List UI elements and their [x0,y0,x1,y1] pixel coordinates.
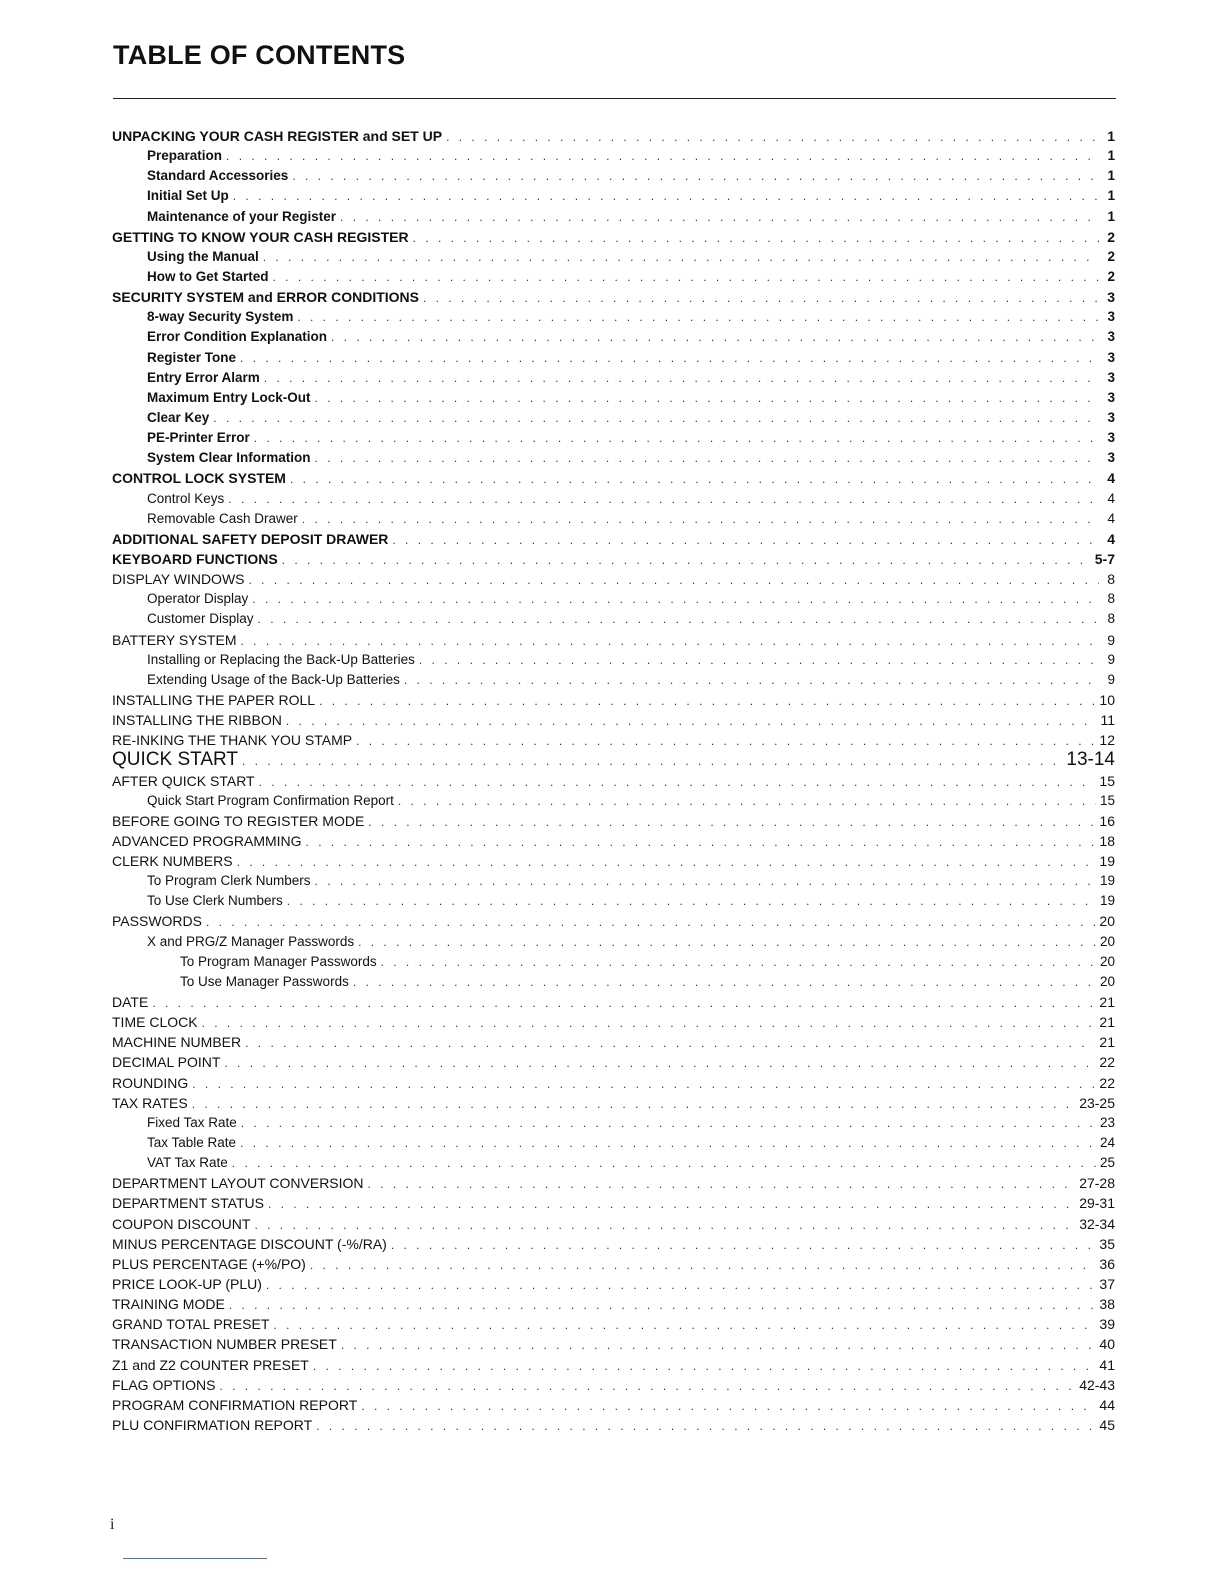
toc-entry[interactable] [112,1133,1115,1153]
toc-list [112,126,1115,1435]
toc-entry[interactable] [112,428,1115,448]
toc-entry-title: Removable Cash Drawer [147,510,298,526]
toc-entry[interactable] [112,247,1115,267]
toc-entry-page: 21 [1099,1034,1115,1051]
toc-entry-page: 8 [1107,611,1115,627]
toc-entry-title: Operator Display [147,591,249,607]
toc-entry[interactable] [112,509,1115,529]
toc-entry-page: 3 [1107,309,1115,325]
toc-dot-leader [273,1315,1095,1334]
toc-entry-page: 20 [1099,953,1115,969]
toc-entry-title: ROUNDING [112,1074,189,1091]
toc-entry[interactable] [112,569,1115,589]
toc-entry-title: TRANSACTION NUMBER PRESET [112,1336,337,1353]
toc-entry-title: PASSWORDS [112,913,202,930]
toc-entry[interactable] [112,287,1115,307]
toc-entry-title: CONTROL LOCK SYSTEM [112,470,286,487]
toc-entry[interactable] [112,348,1115,368]
toc-dot-leader [258,609,1099,629]
toc-entry-page: 3 [1107,450,1115,466]
toc-dot-leader [419,650,1099,670]
toc-entry-title: INSTALLING THE PAPER ROLL [112,691,316,708]
toc-entry-title: Installing or Replacing the Back-Up Batteries [147,651,415,667]
toc-entry[interactable] [112,771,1115,791]
toc-entry[interactable] [112,529,1115,549]
toc-entry[interactable] [112,227,1115,247]
toc-entry-page: 13-14 [1066,750,1115,771]
toc-entry[interactable] [112,1355,1115,1375]
toc-dot-leader [206,912,1095,931]
toc-entry[interactable] [112,1214,1115,1234]
toc-entry-title: Control Keys [147,490,225,506]
toc-entry-title: VAT Tax Rate [147,1155,228,1171]
toc-entry[interactable] [112,650,1115,670]
toc-entry[interactable] [112,992,1115,1012]
toc-dot-leader [341,1335,1096,1354]
toc-entry-title: DATE [112,994,149,1011]
toc-entry-title: TIME CLOCK [112,1014,198,1031]
toc-entry-title: Standard Accessories [147,168,289,184]
toc-entry-page: 4 [1107,530,1115,547]
toc-dot-leader [446,127,1099,146]
toc-entry[interactable] [112,327,1115,347]
toc-entry[interactable] [112,1254,1115,1274]
page-title: TABLE OF CONTENTS [113,40,406,70]
toc-entry-page: 2 [1107,268,1115,284]
toc-entry-page: 1 [1107,208,1115,224]
toc-entry-page: 16 [1099,812,1115,829]
toc-dot-leader [286,711,1097,730]
toc-dot-leader [353,972,1096,992]
toc-entry[interactable] [112,670,1115,690]
toc-dot-leader [310,1255,1096,1274]
toc-entry-page: 45 [1099,1417,1115,1433]
footer-divider [123,1558,267,1559]
toc-entry-title: BEFORE GOING TO REGISTER MODE [112,812,365,829]
toc-entry-title: Preparation [147,148,223,164]
toc-dot-leader [268,1194,1075,1213]
toc-entry[interactable] [112,549,1115,569]
toc-entry-page: 15 [1099,772,1115,789]
toc-dot-leader [292,166,1099,186]
toc-entry-title: FLAG OPTIONS [112,1376,216,1393]
toc-entry-title: To Program Clerk Numbers [147,873,311,889]
toc-entry-title: Tax Table Rate [147,1135,237,1151]
toc-dot-leader [287,891,1096,911]
toc-entry-title: Quick Start Program Confirmation Report [147,792,394,808]
toc-entry[interactable] [112,1334,1115,1354]
toc-entry-title: RE-INKING THE THANK YOU STAMP [112,732,353,749]
toc-dot-leader [356,731,1095,750]
toc-entry-page: 9 [1107,651,1115,667]
toc-entry-page: 5-7 [1094,550,1115,567]
toc-dot-leader [224,1053,1095,1072]
toc-entry-page: 24 [1099,1135,1115,1151]
toc-entry-title: DEPARTMENT LAYOUT CONVERSION [112,1175,364,1192]
toc-entry-title: GETTING TO KNOW YOUR CASH REGISTER [112,228,409,245]
toc-entry-title: PLU CONFIRMATION REPORT [112,1417,313,1433]
toc-entry[interactable] [112,1415,1115,1435]
toc-entry-title: To Program Manager Passwords [180,953,377,969]
toc-dot-leader [315,448,1099,468]
toc-dot-leader [232,1153,1096,1173]
toc-entry[interactable] [112,1274,1115,1294]
toc-entry-title: Fixed Tax Rate [147,1114,237,1130]
toc-entry[interactable] [112,589,1115,609]
toc-entry-title: DECIMAL POINT [112,1054,221,1071]
toc-entry-page: 4 [1107,490,1115,506]
toc-entry-page: 29-31 [1079,1195,1115,1212]
toc-entry-title: To Use Manager Passwords [180,973,349,989]
toc-entry[interactable] [112,1173,1115,1193]
toc-entry-page: 8 [1107,571,1115,588]
toc-dot-leader [228,489,1099,509]
toc-entry[interactable] [112,468,1115,488]
toc-dot-leader [368,1174,1076,1193]
toc-dot-leader [254,1215,1075,1234]
toc-entry-page: 11 [1100,712,1115,729]
toc-dot-leader [319,691,1095,710]
toc-entry-page: 35 [1099,1235,1115,1252]
toc-entry[interactable] [112,1052,1115,1072]
toc-entry-title: CLERK NUMBERS [112,853,233,870]
toc-entry-page: 21 [1099,1014,1115,1031]
toc-entry[interactable] [112,448,1115,468]
toc-entry-page: 20 [1099,913,1115,930]
toc-entry[interactable] [112,1012,1115,1032]
toc-entry-title: Error Condition Explanation [147,329,328,345]
toc-dot-leader [361,1396,1095,1415]
toc-entry[interactable] [112,1153,1115,1173]
toc-entry-page: 41 [1099,1356,1115,1373]
toc-dot-leader [213,408,1099,428]
toc-dot-leader [404,670,1099,690]
toc-entry-page: 21 [1099,994,1115,1011]
toc-entry[interactable] [112,952,1115,972]
toc-entry-page: 2 [1107,248,1115,264]
toc-entry-title: Extending Usage of the Back-Up Batteries [147,671,400,687]
toc-entry-title: COUPON DISCOUNT [112,1215,251,1232]
toc-entry-title: AFTER QUICK START [112,772,255,789]
toc-entry[interactable] [112,489,1115,509]
toc-entry-title: MINUS PERCENTAGE DISCOUNT (-%/RA) [112,1235,387,1252]
toc-entry-page: 3 [1107,289,1115,306]
toc-dot-leader [266,1275,1096,1294]
toc-entry-page: 38 [1099,1296,1115,1313]
toc-entry-title: Using the Manual [147,248,259,264]
toc-dot-leader [229,1295,1096,1314]
toc-dot-leader [192,1094,1075,1113]
toc-dot-leader [233,186,1099,206]
toc-dot-leader [242,751,1062,770]
toc-entry-title: PLUS PERCENTAGE (+%/PO) [112,1255,306,1272]
toc-dot-leader [290,469,1099,488]
toc-entry-title: DEPARTMENT STATUS [112,1195,264,1212]
toc-entry[interactable] [112,368,1115,388]
toc-entry[interactable] [112,791,1115,811]
toc-entry[interactable] [112,1113,1115,1133]
toc-entry-title: ADDITIONAL SAFETY DEPOSIT DRAWER [112,530,389,547]
toc-dot-leader [240,1133,1096,1153]
toc-entry-page: 3 [1107,349,1115,365]
toc-entry-title: ADVANCED PROGRAMMING [112,832,302,849]
toc-entry-title: QUICK START [112,750,238,771]
toc-entry-title: Register Tone [147,349,237,365]
toc-entry-title: PRICE LOOK-UP (PLU) [112,1276,262,1293]
toc-dot-leader [315,871,1096,891]
toc-entry-page: 8 [1107,591,1115,607]
toc-entry-page: 20 [1099,973,1115,989]
toc-dot-leader [240,348,1099,368]
toc-entry[interactable] [112,1032,1115,1052]
toc-entry[interactable] [112,831,1115,851]
toc-entry-page: 19 [1099,873,1115,889]
toc-dot-leader [226,146,1099,166]
toc-entry-title: KEYBOARD FUNCTIONS [112,550,278,567]
toc-entry-page: 27-28 [1079,1175,1115,1192]
toc-entry-title: SECURITY SYSTEM and ERROR CONDITIONS [112,289,419,306]
toc-entry-title: INSTALLING THE RIBBON [112,712,282,729]
toc-entry-title: MACHINE NUMBER [112,1034,242,1051]
toc-entry-title: BATTERY SYSTEM [112,631,237,648]
toc-entry-title: Entry Error Alarm [147,369,260,385]
toc-entry-page: 44 [1099,1396,1115,1413]
toc-dot-leader [297,307,1099,327]
toc-dot-leader [358,932,1096,952]
toc-entry-page: 42-43 [1079,1376,1115,1393]
toc-entry[interactable] [112,166,1115,186]
toc-dot-leader [264,368,1099,388]
toc-entry-page: 22 [1099,1054,1115,1071]
toc-dot-leader [340,207,1099,227]
toc-entry[interactable] [112,609,1115,629]
toc-entry-page: 9 [1107,671,1115,687]
toc-entry-title: Initial Set Up [147,188,229,204]
toc-dot-leader [237,852,1096,871]
toc-dot-leader [249,570,1099,589]
toc-entry[interactable] [112,932,1115,952]
toc-entry-title: DISPLAY WINDOWS [112,571,245,588]
toc-entry-page: 3 [1107,430,1115,446]
toc-entry-page: 25 [1099,1155,1115,1171]
toc-entry[interactable] [112,871,1115,891]
toc-entry[interactable] [112,267,1115,287]
toc-entry[interactable] [112,408,1115,428]
toc-dot-leader [302,509,1099,529]
toc-entry[interactable] [112,126,1115,146]
toc-entry-title: PROGRAM CONFIRMATION REPORT [112,1396,358,1413]
toc-entry[interactable] [112,811,1115,831]
toc-dot-leader [240,631,1099,650]
toc-entry-page: 19 [1099,893,1115,909]
toc-entry-title: Customer Display [147,611,254,627]
toc-dot-leader [313,1356,1096,1375]
toc-dot-leader [398,791,1096,811]
toc-dot-leader [315,388,1099,408]
toc-entry-page: 39 [1099,1316,1115,1333]
toc-entry[interactable] [112,750,1115,770]
toc-entry-title: X and PRG/Z Manager Passwords [147,933,355,949]
toc-entry-title: GRAND TOTAL PRESET [112,1316,270,1333]
toc-dot-leader [391,1235,1096,1254]
toc-entry[interactable] [112,730,1115,750]
toc-entry-page: 3 [1107,329,1115,345]
toc-entry-page: 4 [1107,510,1115,526]
toc-entry[interactable] [112,1073,1115,1093]
toc-entry[interactable] [112,1375,1115,1395]
toc-entry-page: 9 [1107,631,1115,648]
title-divider [113,98,1116,99]
toc-dot-leader [152,993,1095,1012]
toc-entry-page: 1 [1107,128,1115,144]
toc-entry-page: 19 [1099,853,1115,870]
toc-entry-page: 12 [1099,732,1115,749]
toc-entry-page: 10 [1099,691,1115,708]
toc-dot-leader [259,772,1096,791]
toc-entry[interactable] [112,146,1115,166]
toc-entry[interactable] [112,1314,1115,1334]
toc-dot-leader [273,267,1099,287]
toc-entry[interactable] [112,1093,1115,1113]
toc-dot-leader [252,589,1099,609]
toc-dot-leader [331,327,1099,347]
toc-entry-page: 3 [1107,409,1115,425]
toc-entry-title: To Use Clerk Numbers [147,893,283,909]
toc-entry-page: 15 [1099,792,1115,808]
toc-entry-title: TRAINING MODE [112,1296,225,1313]
toc-entry-title: Clear Key [147,409,210,425]
page-number: i [110,1516,115,1533]
toc-entry-page: 1 [1107,148,1115,164]
toc-entry-page: 36 [1099,1255,1115,1272]
toc-entry[interactable] [112,630,1115,650]
toc-dot-leader [219,1376,1075,1395]
toc-dot-leader [241,1113,1096,1133]
toc-entry-page: 37 [1099,1276,1115,1293]
toc-dot-leader [282,550,1091,569]
toc-entry-title: PE-Printer Error [147,430,250,446]
toc-entry[interactable] [112,1395,1115,1415]
toc-dot-leader [423,288,1099,307]
toc-dot-leader [254,428,1099,448]
toc-entry-page: 20 [1099,933,1115,949]
toc-entry-page: 23-25 [1079,1094,1115,1111]
toc-entry-page: 23 [1099,1114,1115,1130]
toc-entry-page: 40 [1099,1336,1115,1353]
toc-entry[interactable] [112,1294,1115,1314]
toc-dot-leader [202,1013,1096,1032]
toc-entry-title: System Clear Information [147,450,311,466]
toc-entry-page: 3 [1107,369,1115,385]
toc-dot-leader [413,228,1099,247]
toc-entry-page: 32-34 [1079,1215,1115,1232]
toc-entry-page: 2 [1107,228,1115,245]
toc-dot-leader [306,832,1096,851]
toc-entry-title: 8-way Security System [147,309,294,325]
toc-dot-leader [245,1033,1095,1052]
toc-entry[interactable] [112,911,1115,931]
toc-entry-page: 22 [1099,1074,1115,1091]
toc-dot-leader [392,530,1099,549]
toc-entry[interactable] [112,207,1115,227]
toc-dot-leader [316,1416,1095,1435]
toc-dot-leader [192,1074,1095,1093]
toc-entry[interactable] [112,388,1115,408]
toc-entry[interactable] [112,851,1115,871]
toc-entry[interactable] [112,1234,1115,1254]
toc-entry[interactable] [112,891,1115,911]
toc-entry-page: 4 [1107,470,1115,487]
toc-entry-title: Z1 and Z2 COUNTER PRESET [112,1356,309,1373]
toc-entry-page: 3 [1107,389,1115,405]
toc-entry[interactable] [112,710,1115,730]
toc-entry-page: 1 [1107,168,1115,184]
toc-dot-leader [381,952,1096,972]
toc-dot-leader [368,812,1095,831]
toc-entry[interactable] [112,1193,1115,1213]
toc-dot-leader [263,247,1099,267]
toc-entry[interactable] [112,186,1115,206]
toc-entry[interactable] [112,972,1115,992]
toc-entry-title: Maximum Entry Lock-Out [147,389,311,405]
toc-entry-title: How to Get Started [147,268,269,284]
toc-entry-title: UNPACKING YOUR CASH REGISTER and SET UP [112,128,443,144]
toc-entry-title: Maintenance of your Register [147,208,337,224]
toc-entry-page: 1 [1107,188,1115,204]
toc-entry-title: TAX RATES [112,1094,188,1111]
toc-entry[interactable] [112,690,1115,710]
toc-entry[interactable] [112,307,1115,327]
toc-entry-page: 18 [1099,832,1115,849]
